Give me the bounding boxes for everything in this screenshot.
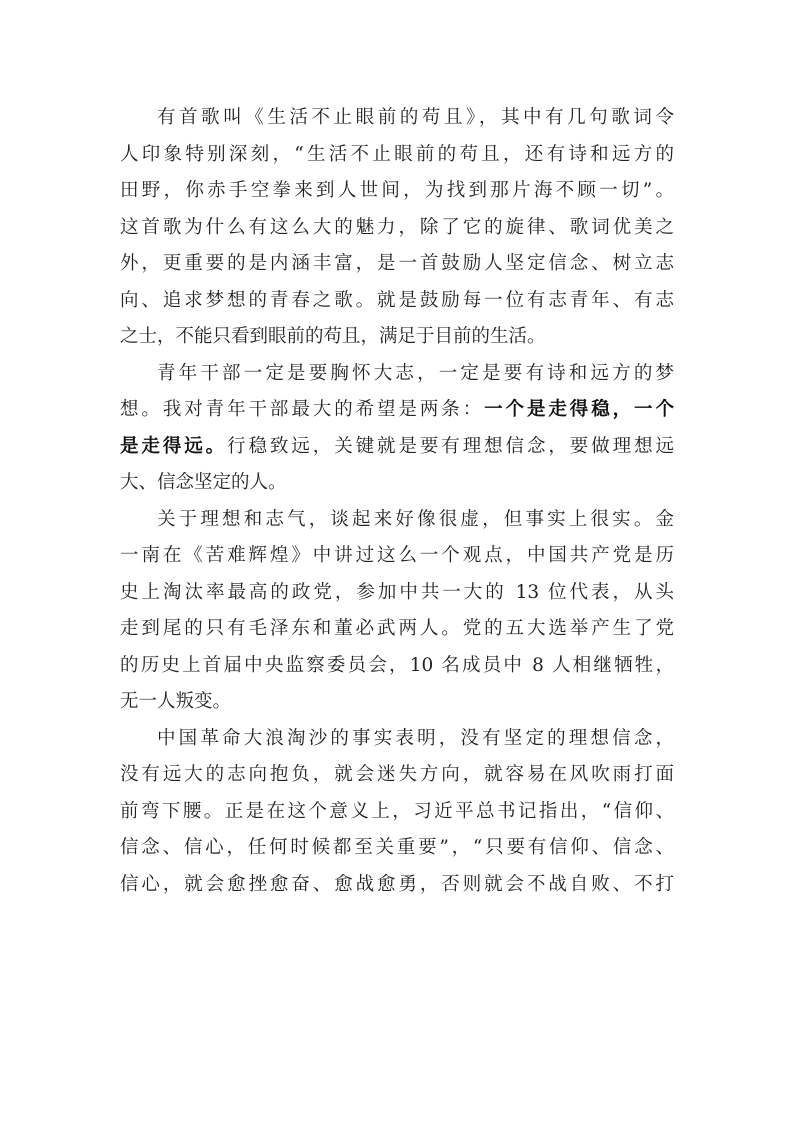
text-line: 向、追求梦想的青春之歌。就是鼓励每一位有志青年、有志 <box>120 289 674 311</box>
document-body <box>120 100 674 903</box>
text-line: 外，更重要的是内涵丰富，是一首鼓励人坚定信念、树立志 <box>120 253 674 274</box>
paragraph-ideals <box>120 502 674 721</box>
text-line: 信念、信心，任何时候都至关重要”，“只要有信仰、信念、 <box>120 837 674 858</box>
text-line: 之士，不能只看到眼前的苟且，满足于目前的生活。 <box>120 326 546 347</box>
text-line: 史上淘汰率最高的政党，参加中共一大的 13 位代表，从头 <box>120 581 674 603</box>
text-line: 有首歌叫《生活不止眼前的苟且》，其中有几句歌词令 <box>157 107 674 128</box>
text-line: 田野，你赤手空拳来到人世间，为找到那片海不顾一切”。 <box>120 180 674 201</box>
text-line <box>120 429 674 466</box>
text-line: 中国革命大浪淘沙的事实表明，没有坚定的理想信念， <box>157 727 674 749</box>
text-line: 青年干部一定是要胸怀大志，一定是要有诗和远方的梦 <box>157 362 674 384</box>
text-line: 信心，就会愈挫愈奋、愈战愈勇，否则就会不战自败、不打 <box>120 873 674 895</box>
bold-emphasis: 一个是走得稳，一个 <box>484 399 674 420</box>
text-line: 大、信念坚定的人。 <box>120 472 287 493</box>
text-line: 没有远大的志向抱负，就会迷失方向，就容易在风吹雨打面 <box>120 764 674 785</box>
text-line: 无一人叛变。 <box>120 691 232 712</box>
text-line: 走到尾的只有毛泽东和董必武两人。党的五大选举产生了党 <box>120 618 674 639</box>
normal-text: 行稳致远，关键就是要有理想信念，要做理想远 <box>227 435 674 457</box>
text-line <box>120 392 674 429</box>
bold-emphasis: 是走得远。 <box>120 435 228 457</box>
text-line: 关于理想和志气，谈起来好像很虚，但事实上很实。金 <box>157 508 674 530</box>
paragraph-young-cadres <box>120 356 674 502</box>
text-line: 人印象特别深刻，“生活不止眼前的苟且，还有诗和远方的 <box>120 143 674 165</box>
text-line: 一南在《苦难辉煌》中讲过这么一个观点，中国共产党是历 <box>120 545 674 566</box>
paragraph-revolution <box>120 721 674 904</box>
normal-text: 想。我对青年干部最大的希望是两条： <box>120 399 485 420</box>
text-line: 这首歌为什么有这么大的魅力，除了它的旋律、歌词优美之 <box>120 216 674 238</box>
text-line: 前弯下腰。正是在这个意义上，习近平总书记指出，“信仰、 <box>120 800 674 822</box>
paragraph-song <box>120 100 674 356</box>
text-line: 的历史上首届中央监察委员会，10 名成员中 8 人相继牺牲， <box>120 654 674 676</box>
